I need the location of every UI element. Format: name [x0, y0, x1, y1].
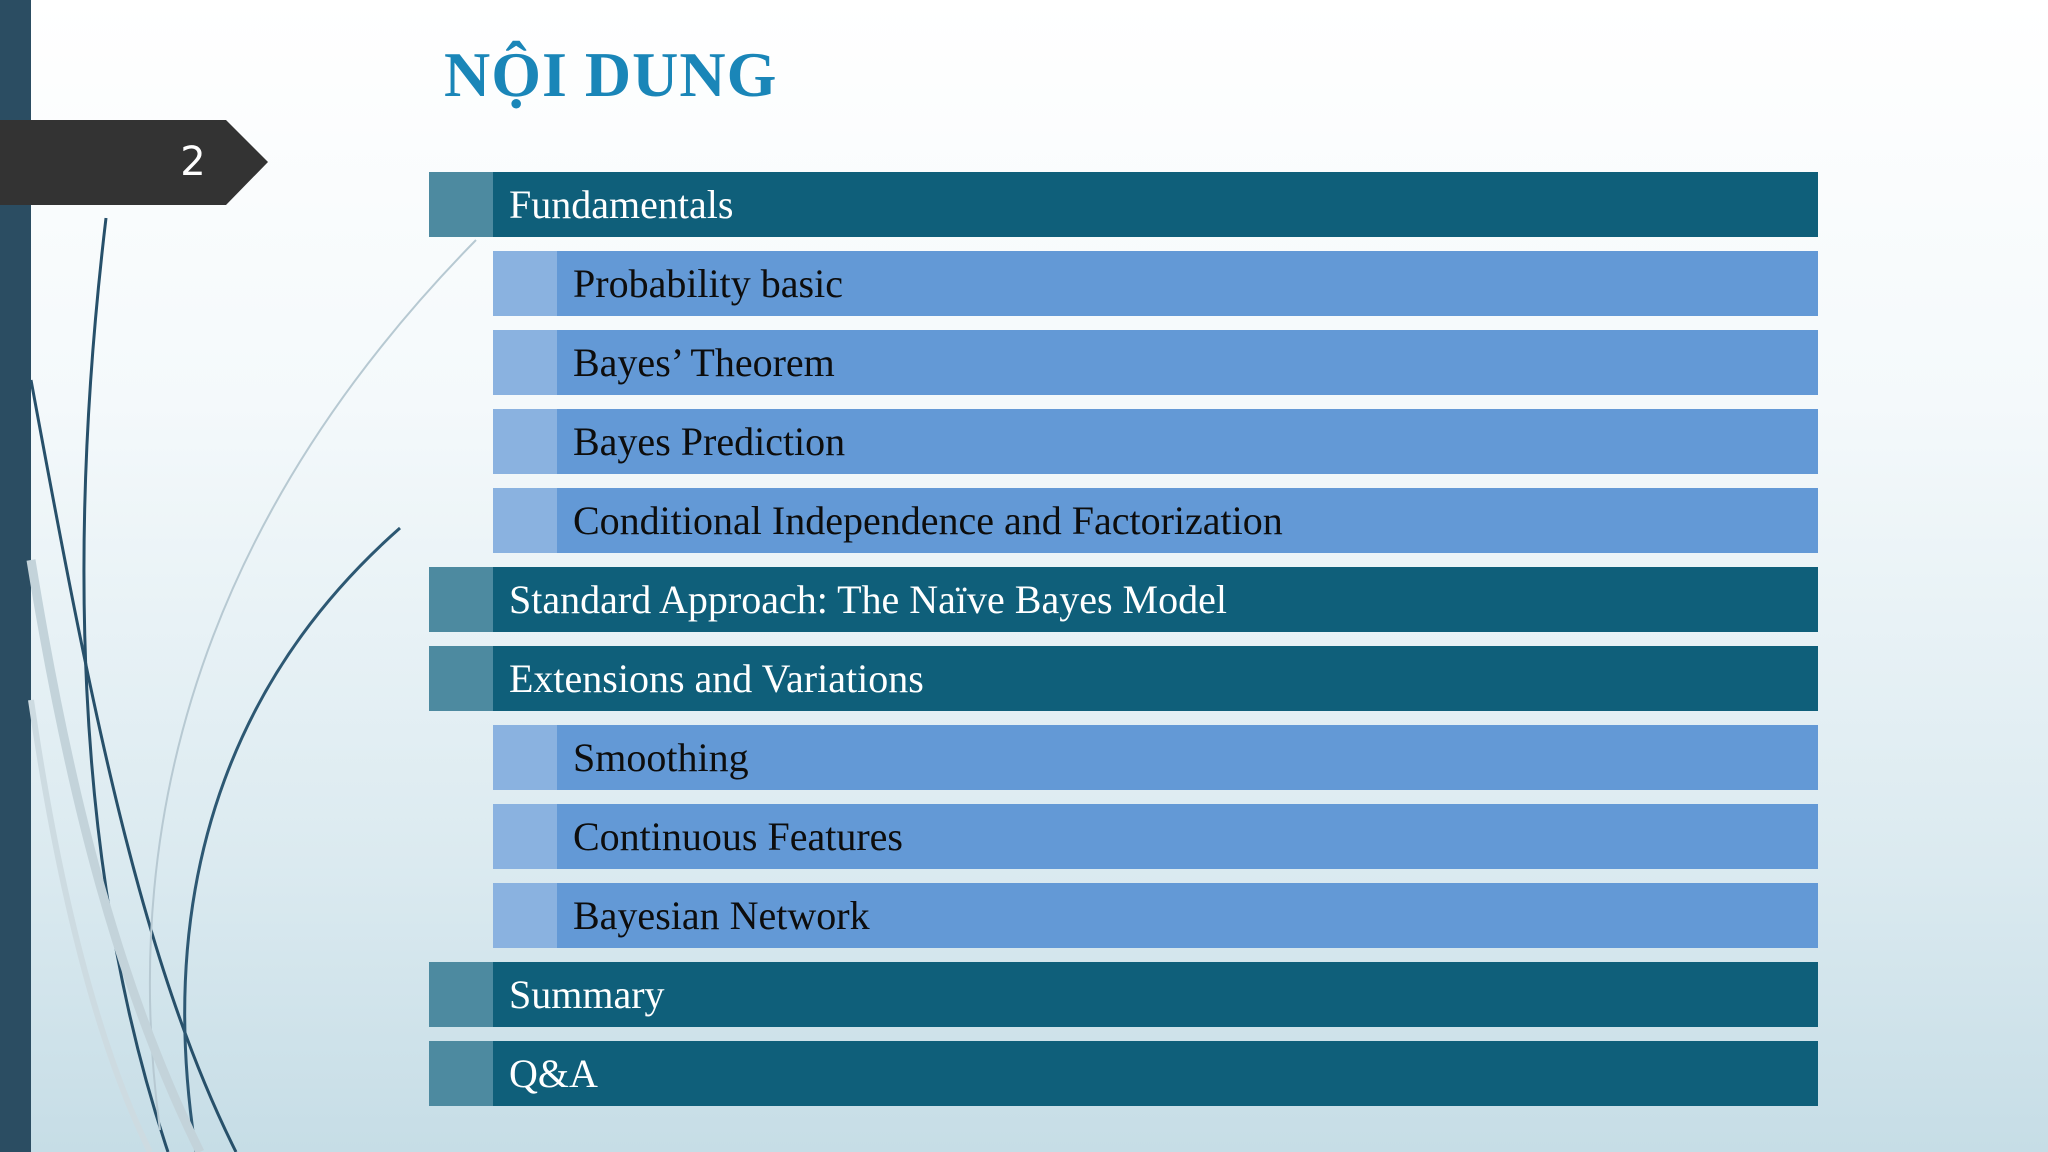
subsection-marker [493, 725, 557, 790]
toc-item-probability-basic[interactable] [493, 251, 1818, 316]
toc-item-label: Continuous Features [573, 814, 903, 859]
toc-item-bayes-prediction[interactable] [493, 409, 1818, 474]
subsection-marker [493, 804, 557, 869]
slide-title: NỘI DUNG [444, 39, 778, 110]
section-marker [429, 646, 493, 711]
toc-item-standard-approach[interactable] [429, 567, 1818, 632]
subsection-marker [493, 488, 557, 553]
page-number-tab [0, 120, 268, 205]
toc-item-label: Conditional Independence and Factorization [573, 498, 1283, 543]
toc-item-label: Bayes Prediction [573, 419, 846, 464]
toc-item-bayes-theorem[interactable] [493, 330, 1818, 395]
toc-item-bayesian-network[interactable] [493, 883, 1818, 948]
section-marker [429, 567, 493, 632]
subsection-marker [493, 883, 557, 948]
section-marker [429, 1041, 493, 1106]
subsection-marker [493, 409, 557, 474]
toc-item-label: Standard Approach: The Naïve Bayes Model [509, 577, 1227, 622]
toc-item-fundamentals[interactable] [429, 172, 1818, 237]
toc-item-extensions-and-variations[interactable] [429, 646, 1818, 711]
page-number: 2 [180, 139, 206, 185]
toc-item-label: Summary [509, 972, 665, 1017]
section-marker [429, 962, 493, 1027]
toc-item-label: Smoothing [573, 735, 749, 780]
section-marker [429, 172, 493, 237]
toc-item-qa[interactable] [429, 1041, 1818, 1106]
subsection-marker [493, 251, 557, 316]
toc-item-label: Fundamentals [509, 182, 734, 227]
toc-item-label: Q&A [509, 1051, 598, 1096]
toc-item-label: Bayesian Network [573, 893, 870, 938]
toc-item-continuous-features[interactable] [493, 804, 1818, 869]
toc-item-summary[interactable] [429, 962, 1818, 1027]
toc-item-label: Probability basic [573, 261, 843, 306]
toc-item-conditional-independence[interactable] [493, 488, 1818, 553]
toc-item-label: Extensions and Variations [509, 656, 924, 701]
toc-item-label: Bayes’ Theorem [573, 340, 835, 385]
subsection-marker [493, 330, 557, 395]
toc-item-smoothing[interactable] [493, 725, 1818, 790]
